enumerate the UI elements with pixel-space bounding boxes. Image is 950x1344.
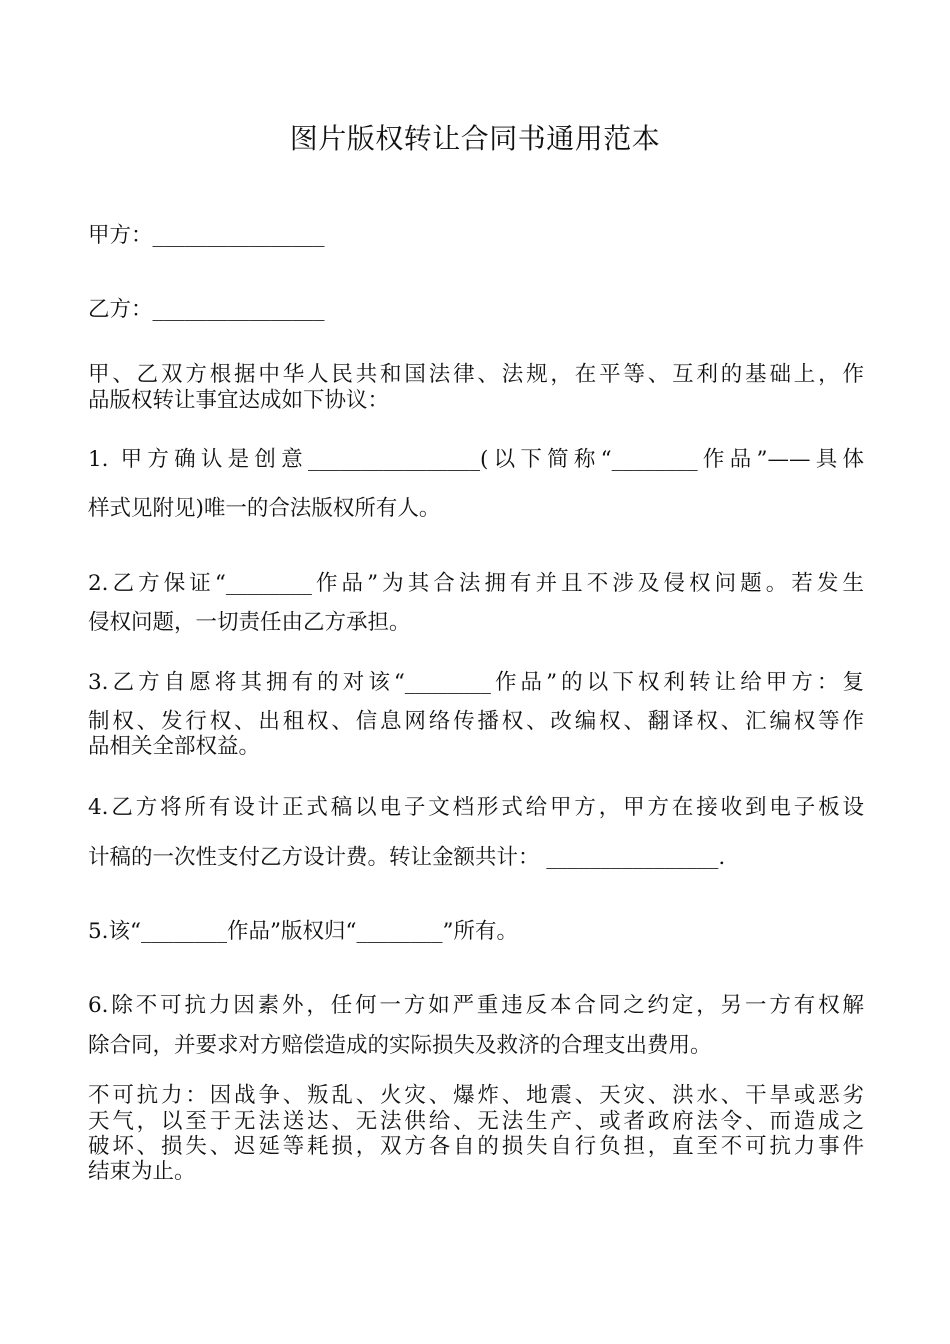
clause-2-line-1: 2.乙方保证“________作品”为其合法拥有并且不涉及侵权问题。若发生 xyxy=(88,571,864,596)
clause-6-line-2: 除合同，并要求对方赔偿造成的实际损失及救济的合理支出费用。 xyxy=(88,1033,712,1058)
clause-1-line-2: 样式见附见)唯一的合法版权所有人。 xyxy=(88,496,441,521)
clause-1-line-1: 1. 甲方确认是创意________________(以下简称“________作品”——具体 xyxy=(88,447,864,472)
party-b-line: 乙方：________________ xyxy=(88,297,325,322)
intro-line-2: 品版权转让事宜达成如下协议： xyxy=(88,388,390,413)
party-a-line: 甲方：________________ xyxy=(88,223,325,248)
clause-3-line-2: 制权、发行权、出租权、信息网络传播权、改编权、翻译权、汇编权等作 xyxy=(88,709,864,734)
force-majeure-line-2: 天气，以至于无法送达、无法供给、无法生产、或者政府法令、而造成之 xyxy=(88,1109,864,1134)
document-title: 图片版权转让合同书通用范本 xyxy=(289,122,661,155)
intro-line-1: 甲、乙双方根据中华人民共和国法律、法规，在平等、互利的基础上，作 xyxy=(88,362,864,387)
force-majeure-line-1: 不可抗力：因战争、叛乱、火灾、爆炸、地震、天灾、洪水、干旱或恶劣 xyxy=(88,1083,864,1108)
clause-4-line-1: 4.乙方将所有设计正式稿以电子文档形式给甲方，甲方在接收到电子板设 xyxy=(88,795,864,820)
clause-3-line-1: 3.乙方自愿将其拥有的对该“________作品”的以下权利转让给甲方：复 xyxy=(88,670,864,695)
clause-5-line: 5.该“________作品”版权归“________”所有。 xyxy=(88,919,518,944)
clause-2-line-2: 侵权问题，一切责任由乙方承担。 xyxy=(88,610,411,635)
clause-4-line-2: 计稿的一次性支付乙方设计费。转让金额共计： ________________. xyxy=(88,845,726,870)
force-majeure-line-4: 结束为止。 xyxy=(88,1159,196,1184)
clause-6-line-1: 6.除不可抗力因素外，任何一方如严重违反本合同之约定，另一方有权解 xyxy=(88,993,864,1018)
clause-3-line-3: 品相关全部权益。 xyxy=(88,734,261,759)
force-majeure-line-3: 破坏、损失、迟延等耗损，双方各自的损失自行负担，直至不可抗力事件 xyxy=(88,1134,864,1159)
